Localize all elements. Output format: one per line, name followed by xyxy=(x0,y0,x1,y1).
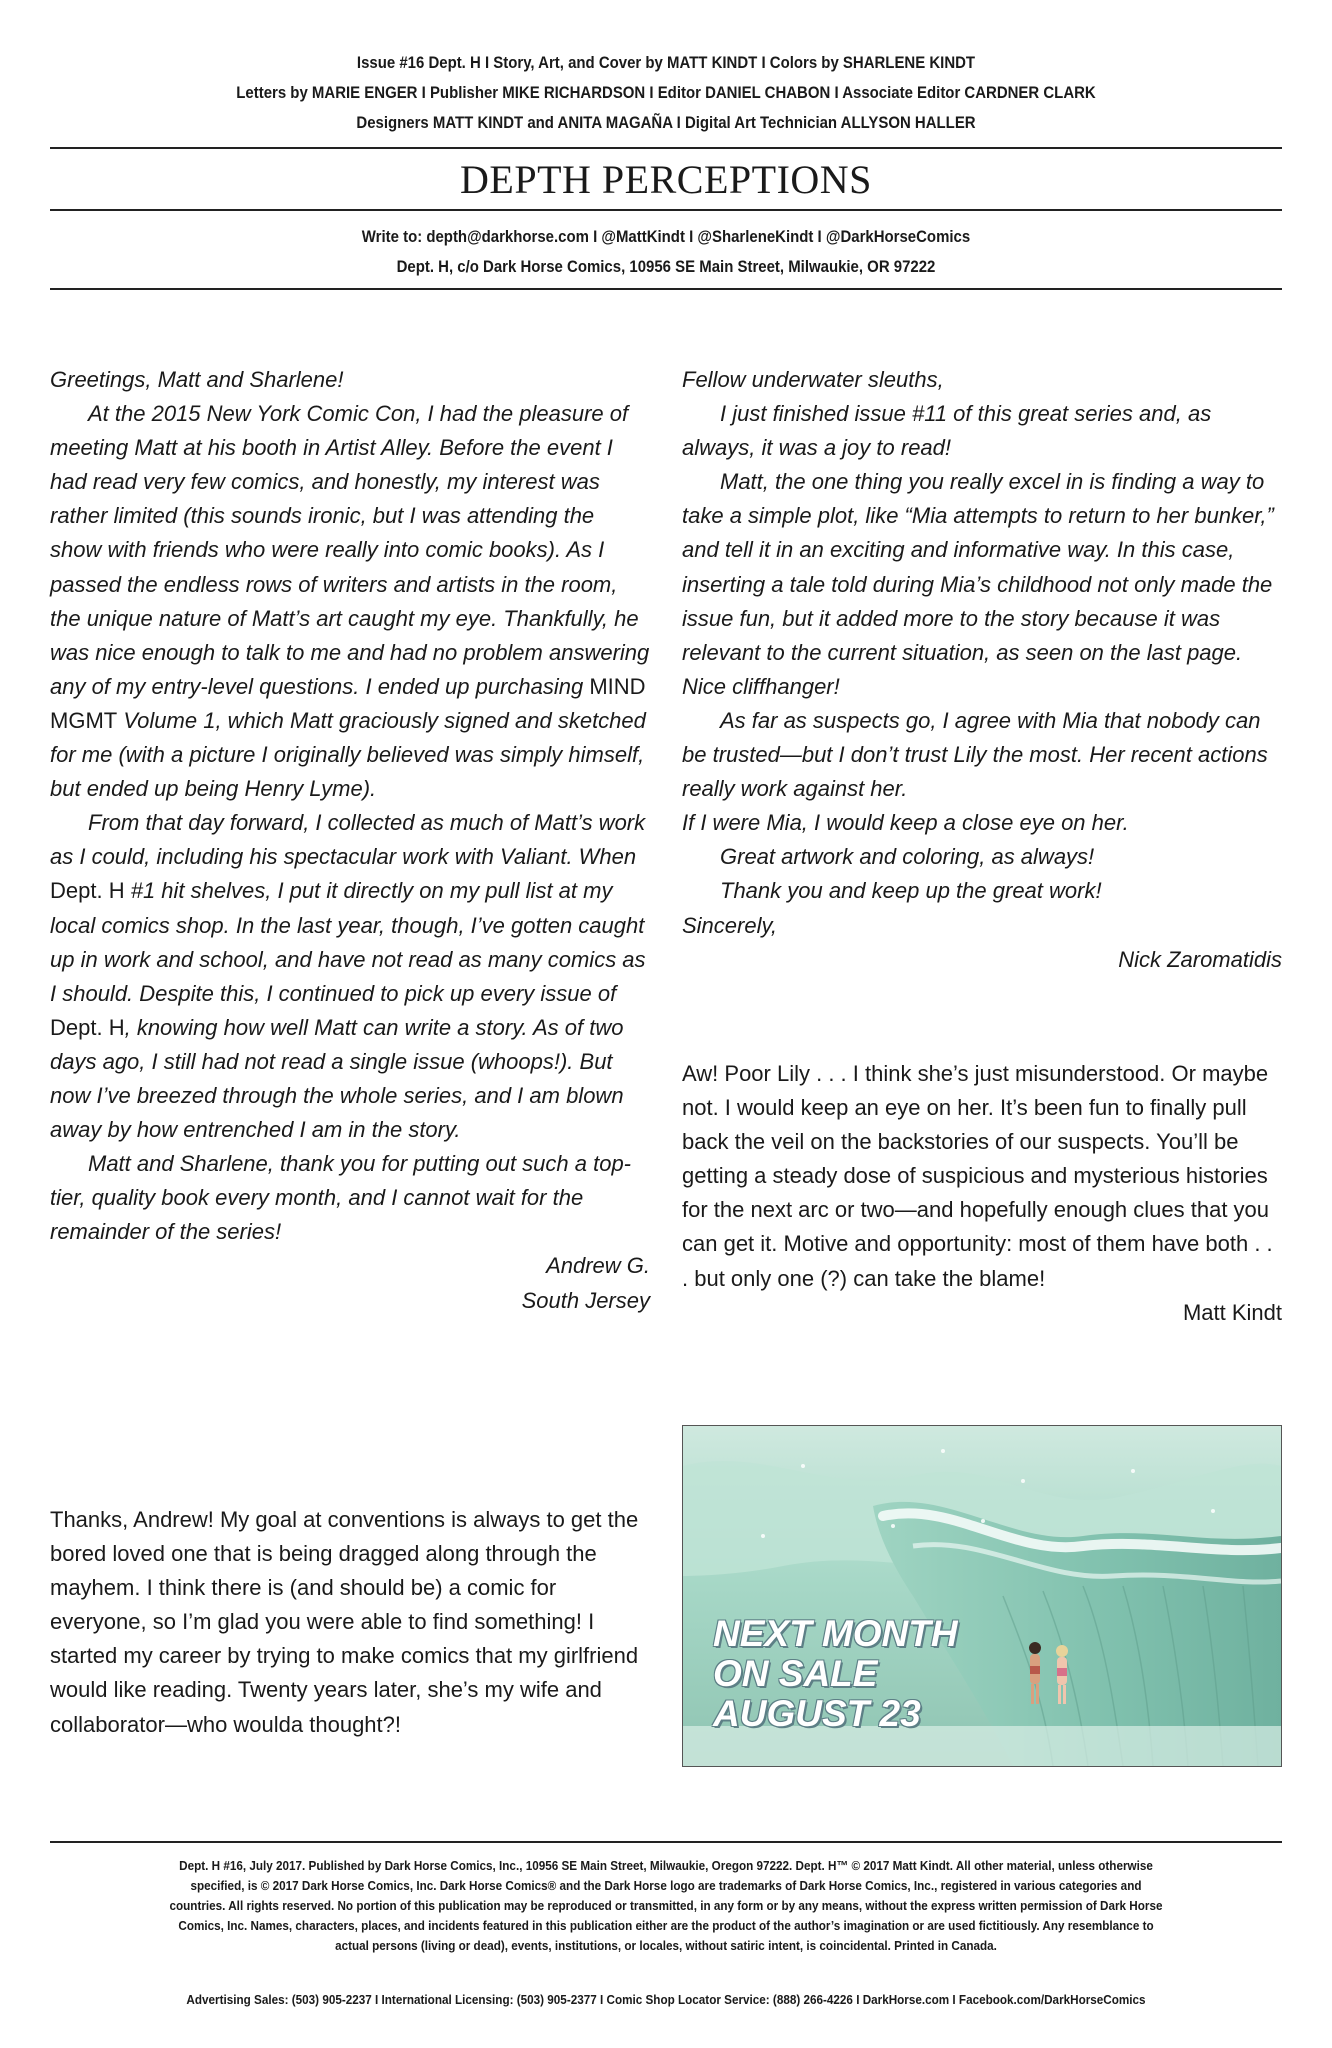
credits-line-1: Issue #16 Dept. H I Story, Art, and Cover by MATT KINDT I Colors by SHARLENE KINDT xyxy=(356,53,976,72)
reply-nick xyxy=(682,1057,1282,1330)
letter-closing: Sincerely, xyxy=(682,912,777,938)
letter-paragraph: As far as suspects go, I agree with Mia that nobody can be trusted—but I don’t trust Lily the most. Her recent actions really work against her. xyxy=(682,707,1268,802)
legal-line-5: actual persons (living or dead), events, institutions, or locales, without satiric intent, is coincidental. Printed in Canada. xyxy=(335,1938,997,1953)
legal-line-2: specified, is © 2017 Dark Horse Comics, Inc. Dark Horse Comics® and the Dark Horse logo are trademarks of Dark Horse Comics, Inc., registered in various categories and xyxy=(190,1878,1142,1893)
book-title: MIND MGMT xyxy=(50,673,646,733)
letter-nick xyxy=(682,363,1282,977)
credits-line-2: Letters by MARIE ENGER I Publisher MIKE RICHARDSON I Editor DANIEL CHABON I Associate Editor CARDNER CLARK xyxy=(236,83,1096,102)
book-title: Dept. H xyxy=(50,1014,125,1040)
letter-signature: Nick Zaromatidis xyxy=(1118,946,1282,972)
letter-greeting: Fellow underwater sleuths, xyxy=(682,367,944,392)
letter-paragraph: Matt, the one thing you really excel in is finding a way to take a simple plot, like “Mia attempts to return to her bunker,” and tell it in an exciting and informative way. In this case, inserting a tale told during Mia’s childhood not only made the issue fun, but it added more to the story because it was relevant to the current situation, as seen on the last page. Nice cliffhanger! xyxy=(682,469,1274,699)
masthead-title: DEPTH PERCEPTIONS xyxy=(460,157,872,202)
letter-paragraph xyxy=(50,397,650,806)
footer-rule xyxy=(50,1841,1282,1843)
reply-signature: Matt Kindt xyxy=(1182,1299,1282,1325)
letter-text: At the 2015 New York Comic Con, I had the pleasure of meeting Matt at his booth in Artist Alley. Before the event I had read very few comics, and honestly, my interest was rather limited (this sounds ironic, but I was attending the show with friends who were really into comic books). As I passed the endless rows of writers and artists in the room, the unique nature of Matt’s art caught my eye. Thankfully, he was nice enough to talk to me and had no problem answering any of my entry-level questions. I ended up purchasing xyxy=(50,401,650,699)
book-title: Dept. H xyxy=(50,878,125,904)
letter-paragraph: Great artwork and coloring, as always! xyxy=(720,844,1095,870)
next-month-promo xyxy=(682,1425,1282,1767)
legal-line-3: countries. All rights reserved. No portion of this publication may be reproduced or transmitted, in any form or by any means, without the express written permission of Dark Horse xyxy=(169,1898,1163,1913)
promo-caption xyxy=(713,1614,958,1734)
promo-line-1: NEXT MONTH xyxy=(713,1613,958,1654)
top-rule xyxy=(50,147,1282,149)
contact-block xyxy=(124,222,1208,282)
letter-greeting: Greetings, Matt and Sharlene! xyxy=(50,367,344,392)
letter-signature: Andrew G. xyxy=(546,1253,650,1279)
promo-line-2: ON SALE xyxy=(713,1653,878,1694)
reply-text: Thanks, Andrew! My goal at conventions is always to get the bored loved one that is being dragged along through the mayhem. I think there is (and should be) a comic for everyone, so I’m glad you were able to find something! I started my career by trying to make comics that my girlfriend would like reading. Twenty years later, she’s my wife and collaborator—who woulda thought?! xyxy=(50,1507,639,1737)
letter-andrew xyxy=(50,363,650,1318)
contact-line-2: Dept. H, c/o Dark Horse Comics, 10956 SE Main Street, Milwaukie, OR 97222 xyxy=(396,257,936,276)
contact-rule xyxy=(50,288,1282,290)
reply-text: Aw! Poor Lily . . . I think she’s just misunderstood. Or maybe not. I would keep an eye on her. It’s been fun to finally pull back the veil on the backstories of our suspects. You’ll be getting a steady dose of suspicious and mysterious histories for the next arc or two—and hopefully enough clues that you can get it. Motive and opportunity: most of them have both . . . but only one (?) can take the blame! xyxy=(682,1061,1273,1291)
letter-paragraph: I just finished issue #11 of this great series and, as always, it was a joy to read! xyxy=(682,401,1212,461)
credits-block xyxy=(124,48,1208,138)
reply-andrew xyxy=(50,1503,650,1742)
legal-line-4: Comics, Inc. Names, characters, places, and incidents featured in this publication either are the product of the author’s imagination or are used fictitiously. Any resemblance to xyxy=(178,1918,1154,1933)
letter-line: If I were Mia, I would keep a close eye on her. xyxy=(682,810,1129,836)
masthead-rule xyxy=(50,209,1282,211)
letter-text: From that day forward, I collected as much of Matt’s work as I could, including his spectacular work with Valiant. When xyxy=(50,810,646,870)
legal-line-1: Dept. H #16, July 2017. Published by Dark Horse Comics, Inc., 10956 SE Main Street, Milwaukie, Oregon 97222. Dept. H™ © 2017 Matt Kindt. All other material, unless otherwise xyxy=(179,1858,1153,1873)
contact-line-1: Write to: depth@darkhorse.com I @MattKindt I @SharleneKindt I @DarkHorseComics xyxy=(361,227,971,246)
promo-line-3: AUGUST 23 xyxy=(713,1693,921,1734)
legal-indicia xyxy=(139,1856,1194,1956)
letter-text: , knowing how well Matt can write a story. As of two days ago, I still had not read a single issue (whoops!). But now I’ve breezed through the whole series, and I am blown away by how entrenched I am in the story. xyxy=(50,1014,624,1143)
letter-location: South Jersey xyxy=(521,1287,650,1313)
credits-line-3: Designers MATT KINDT and ANITA MAGAÑA I Digital Art Technician ALLYSON HALLER xyxy=(356,113,976,132)
letter-text: Volume 1, which Matt graciously signed and sketched for me (with a picture I originally believed was simply himself, but ended up being Henry Lyme). xyxy=(50,707,646,802)
letter-paragraph: Matt and Sharlene, thank you for putting out such a top-tier, quality book every month, and I cannot wait for the remainder of the series! xyxy=(50,1151,632,1245)
letter-text: #1 hit shelves, I put it directly on my pull list at my local comics shop. In the last year, though, I’ve gotten caught up in work and school, and have not read as many comics as I should. Despite this, I continued to pick up every issue of xyxy=(50,878,646,1006)
letter-paragraph: Thank you and keep up the great work! xyxy=(720,878,1102,904)
ads-contact-line: Advertising Sales: (503) 905-2237 I International Licensing: (503) 905-2377 I Comic Shop Locator Service: (888) 266-4226 I DarkHorse.com I Facebook.com/DarkHorseComics xyxy=(186,1992,1146,2007)
letter-paragraph xyxy=(50,806,650,1147)
